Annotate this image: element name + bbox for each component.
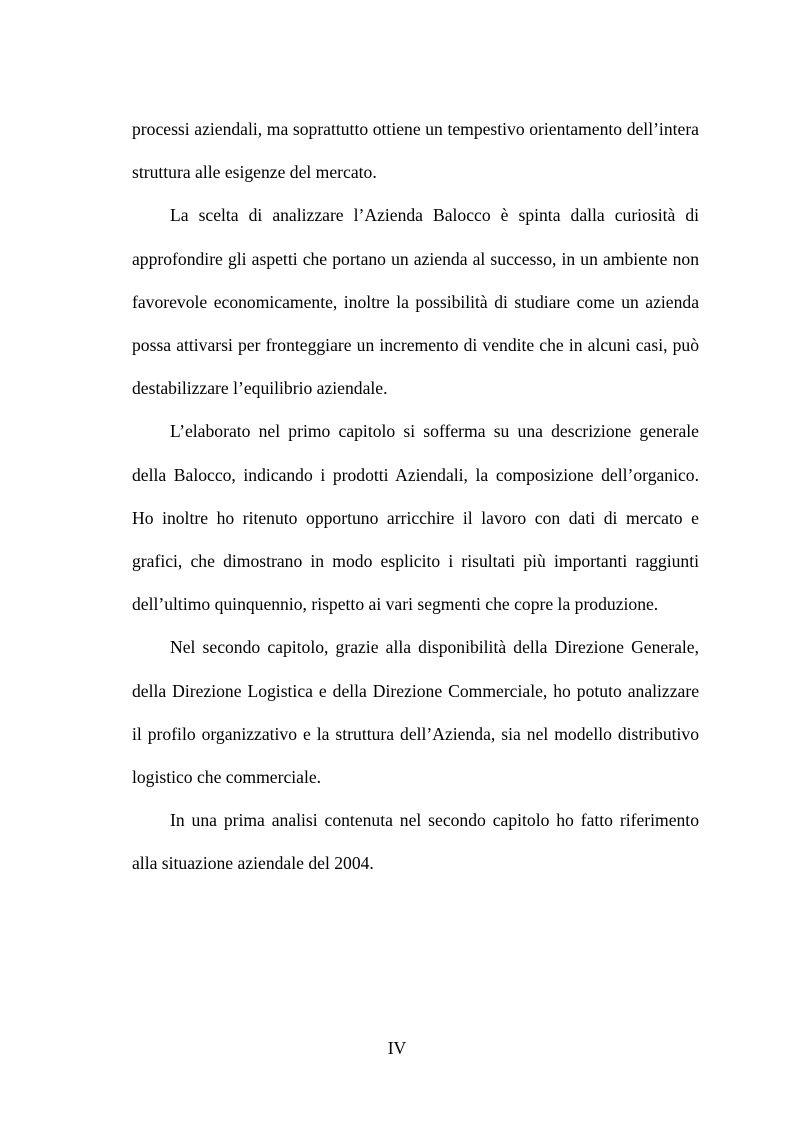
paragraph-azienda-balocco-choice: La scelta di analizzare l’Azienda Balocco è spinta dalla curiosità di approfondire gli aspetti che portano un azienda al successo, in un ambiente non favorevole economicamente, inoltre la possibilità di studiare come un azienda possa attivarsi per fronteggiare un incremento di vendite che in alcuni casi, può destabilizzare l’equilibrio aziendale. [132,205,699,399]
paragraph-continuation: processi aziendali, ma soprattutto ottiene un tempestivo orientamento dell’intera struttura alle esigenze del mercato. [132,119,699,183]
paragraph-second-chapter: Nel secondo capitolo, grazie alla disponibilità della Direzione Generale, della Direzione Logistica e della Direzione Commerciale, ho potuto analizzare il profilo organizzativo e la struttura dell’Azienda, sia nel modello distributivo logistico che commerciale. [132,637,699,788]
page-number: IV [387,1038,407,1058]
paragraph-first-analysis: In una prima analisi contenuta nel secondo capitolo ho fatto riferimento alla situazione aziendale del 2004. [132,810,699,874]
paragraph-first-chapter: L’elaborato nel primo capitolo si sofferma su una descrizione generale della Balocco, indicando i prodotti Aziendali, la composizione dell’organico. Ho inoltre ho ritenuto opportuno arricchire il lavoro con dati di mercato e grafici, che dimostrano in modo esplicito i risultati più importanti raggiunti dell’ultimo quinquennio, rispetto ai vari segmenti che copre la produzione. [132,421,699,615]
document-body [132,108,699,886]
